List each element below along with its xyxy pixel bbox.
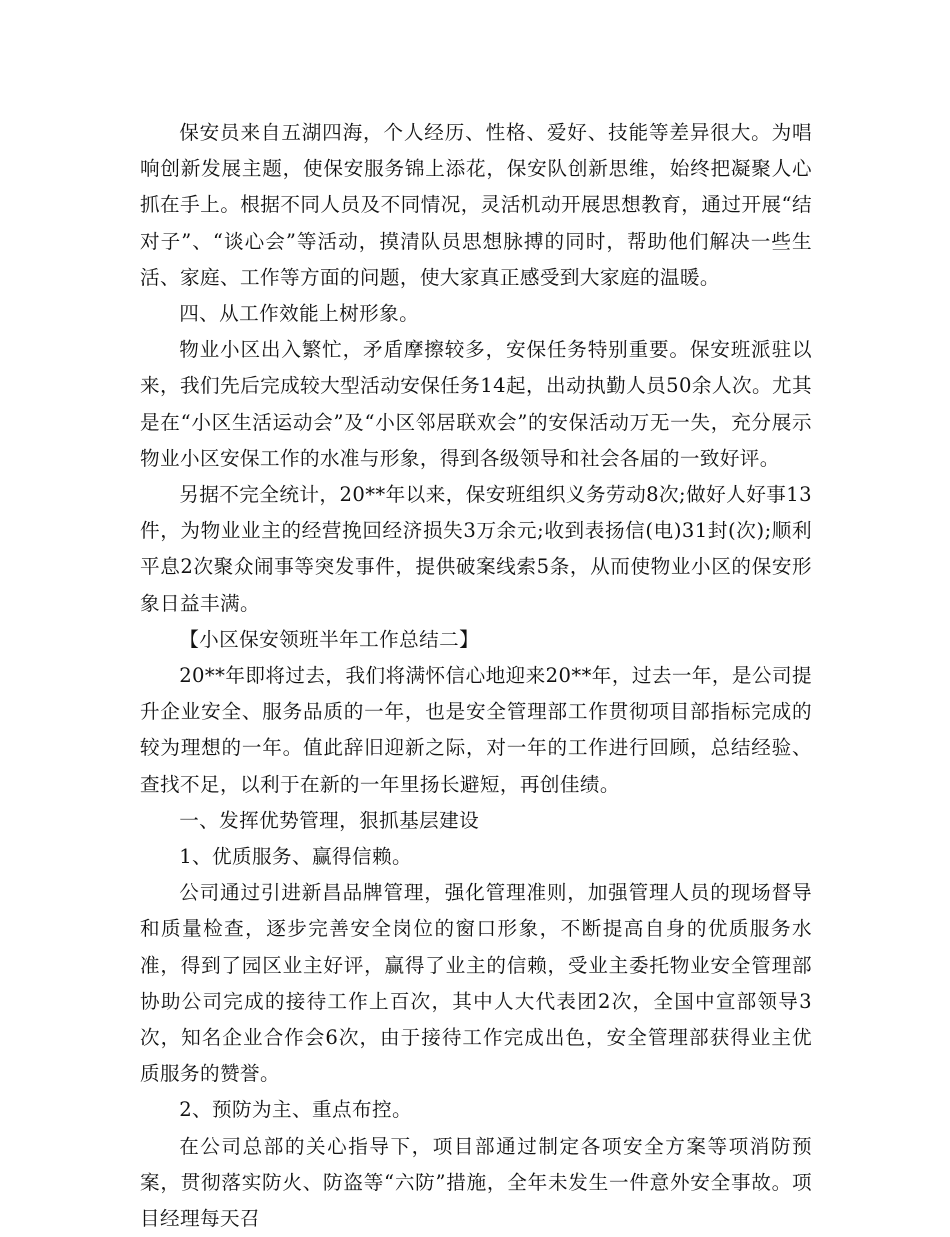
heading-management-advantages: 一、发挥优势管理，狠抓基层建设 xyxy=(179,808,480,832)
subheading-quality-service: 1、优质服务、赢得信赖。 xyxy=(179,845,412,869)
paragraph-prevention: 在公司总部的关心指导下，项目部通过制定各项安全方案等项消防预案，贯彻落实防火、防盗等“六防”措施，全年未发生一件意外安全事故。项目经理每天召 xyxy=(140,1134,812,1231)
paragraph-statistics: 另据不完全统计，20**年以来，保安班组织义务劳动8次;做好人好事13件，为物业业主的经营挽回经济损失3万余元;收到表扬信(电)31封(次);顺利平息2次聚众闹事等突发事件，提供破案线索5条，从而使物业小区的保安形象日益丰满。 xyxy=(140,483,812,615)
paragraph-quality-service: 公司通过引进新昌品牌管理，强化管理准则，加强管理人员的现场督导和质量检查，逐步完善安全岗位的窗口形象，不断提高自身的优质服务水准，得到了园区业主好评，赢得了业主的信赖，受业主委托物业安全管理部协助公司完成的接待工作上百次，其中人大代表团2次，全国中宣部领导3次，知名企业合作会6次，由于接待工作完成出色，安全管理部获得业主优质服务的赞誉。 xyxy=(140,881,812,1086)
paragraph-year-review: 20**年即将过去，我们将满怀信心地迎来20**年，过去一年，是公司提升企业安全、服务品质的一年，也是安全管理部工作贯彻项目部指标完成的较为理想的一年。值此辞旧迎新之际，对一年的工作进行回顾，总结经验、查找不足，以利于在新的一年里扬长避短，再创佳绩。 xyxy=(140,664,812,796)
paragraph-security-tasks: 物业小区出入繁忙，矛盾摩擦较多，安保任务特别重要。保安班派驻以来，我们先后完成较大型活动安保任务14起，出动执勤人员50余人次。尤其是在“小区生活运动会”及“小区邻居联欢会”的安保活动万无一失，充分展示物业小区安保工作的水准与形象，得到各级领导和社会各届的一致好评。 xyxy=(140,338,812,470)
paragraph-team-cohesion: 保安员来自五湖四海，个人经历、性格、爱好、技能等差异很大。为唱响创新发展主题，使保安服务锦上添花，保安队创新思维，始终把凝聚人心抓在手上。根据不同人员及不同情况，灵活机动开展思想教育，通过开展“结对子”、“谈心会”等活动，摸清队员思想脉搏的同时，帮助他们解决一些生活、家庭、工作等方面的问题，使大家真正感受到大家庭的温暖。 xyxy=(140,121,812,289)
section-title-summary-two: 【小区保安领班半年工作总结二】 xyxy=(179,627,480,651)
subheading-prevention: 2、预防为主、重点布控。 xyxy=(179,1098,412,1122)
heading-work-efficiency: 四、从工作效能上树形象。 xyxy=(179,302,420,326)
